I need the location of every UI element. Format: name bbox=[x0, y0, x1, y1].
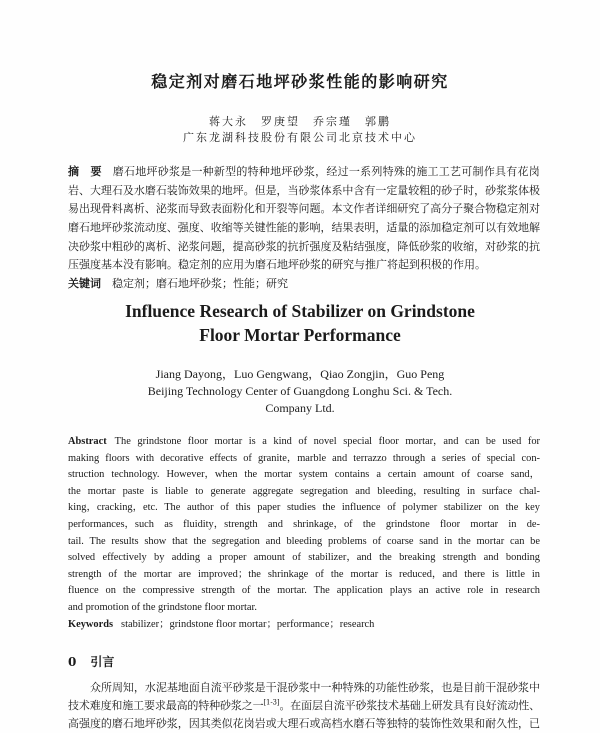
citation-ref: [1-3] bbox=[263, 698, 280, 707]
body-line: 技术难度和施工要求最高的特种砂浆之一[1-3]。在面层自流平砂浆技术基础上研发具有良好流动性、 bbox=[68, 698, 541, 712]
abstract-en-line: the mortar paste is liable to generate aggregate segregation and bleeding，resulting in surface chal- bbox=[68, 485, 540, 497]
abstract-en-line: making floors with decorative effects of granite，marble and terrazzo through a series of special con- bbox=[68, 452, 540, 464]
abstract-en-line: king，cracking，etc. The author of this paper studies the influence of polymer stabilizer on the key bbox=[68, 502, 540, 514]
abstract-en-line: and promotion of the grindstone floor mortar. bbox=[68, 602, 258, 613]
abstract-en-label: Abstract bbox=[68, 436, 107, 447]
authors-en: Jiang Dayong，Luo Gengwang，Qiao Zongjin，Guo Peng bbox=[155, 366, 445, 381]
affiliation-cn: 广东龙湖科技股份有限公司北京技术中心 bbox=[183, 131, 417, 144]
abstract-cn-line: 易出现骨料离析、泌浆而导致表面粉化和开裂等问题。本文作者详细研究了高分子聚合物稳定剂对 bbox=[68, 202, 540, 216]
title-cn: 稳定剂对磨石地坪砂浆性能的影响研究 bbox=[151, 72, 449, 91]
keywords-en: Keywords stabilizer；grindstone floor mortar；performance；research bbox=[68, 619, 375, 630]
keywords-en-label: Keywords bbox=[68, 619, 114, 630]
keywords-cn: 关键词 稳定剂；磨石地坪砂浆；性能；研究 bbox=[68, 277, 288, 290]
affiliation-en-line: Beijing Technology Center of Guangdong Longhu Sci. & Tech. bbox=[147, 383, 453, 398]
section-number: 0 bbox=[68, 655, 77, 669]
abstract-cn-line: 压强度基本没有影响。稳定剂的应用为磨石地坪砂浆的研究与推广将起到积极的作用。 bbox=[68, 258, 486, 272]
body-line: 众所周知，水泥基地面自流平砂浆是干混砂浆中一种特殊的功能性砂浆，也是目前干混砂浆中 bbox=[90, 681, 540, 694]
abstract-en-line: fluence on the compressive strength of the mortar. The application plays an active role in research bbox=[68, 585, 540, 597]
section-heading bbox=[68, 653, 540, 671]
abstract-en-line: performances，such as fluidity，strength and shrinkage，of the grindstone floor mortar in de- bbox=[68, 519, 540, 530]
abstract-en-line: struction technology. However，when the mortar system contains a certain amount of coarse sand， bbox=[68, 469, 540, 481]
section-title: 引言 bbox=[90, 655, 115, 669]
abstract-cn-line: 岩、大理石及水磨石装饰效果的地坪。但是，当砂浆体系中含有一定量较粗的砂子时，砂浆浆体极 bbox=[68, 183, 540, 197]
abstract-en-line: tail. The results show that the segregation and bleeding problems of coarse sand in the mortar can be bbox=[68, 535, 540, 547]
keywords-cn-label: 关键词 bbox=[68, 277, 101, 290]
title-en-line: Influence Research of Stabilizer on Grindstone bbox=[125, 301, 475, 321]
abstract-en-line: strength of the mortar are improved；the shrinkage of the mortar is reduced，and there is little in bbox=[68, 568, 540, 580]
affiliation-en-line: Company Ltd. bbox=[265, 400, 335, 415]
abstract-cn-line: 摘 要 磨石地坪砂浆是一种新型的特种地坪砂浆，经过一系列特殊的施工工艺可制作具有花岗 bbox=[68, 165, 540, 178]
title-en-line: Floor Mortar Performance bbox=[199, 325, 401, 345]
abstract-cn-line: 决砂浆中粗砂的离析、泌浆问题，提高砂浆的抗折强度及粘结强度，降低砂浆的收缩，对砂浆的抗 bbox=[68, 239, 540, 253]
abstract-cn-label: 摘 要 bbox=[68, 165, 102, 178]
body-line: 高强度的磨石地坪砂浆，因其类似花岗岩或大理石或高档水磨石等独特的装饰性效果和耐久性，已 bbox=[68, 717, 540, 730]
abstract-cn-line: 磨石地坪砂浆流动度、强度、收缩等关键性能的影响，结果表明，适量的添加稳定剂可以有效地解 bbox=[68, 221, 540, 234]
abstract-en-line: solved effectively by adding a proper amount of stabilizer，and the breaking strength and bonding bbox=[68, 552, 540, 564]
authors-cn: 蒋大永 罗庚望 乔宗瑾 郭鹏 bbox=[209, 115, 391, 128]
abstract-en-line: Abstract The grindstone floor mortar is a kind of novel special floor mortar，and can be used for bbox=[68, 436, 540, 447]
